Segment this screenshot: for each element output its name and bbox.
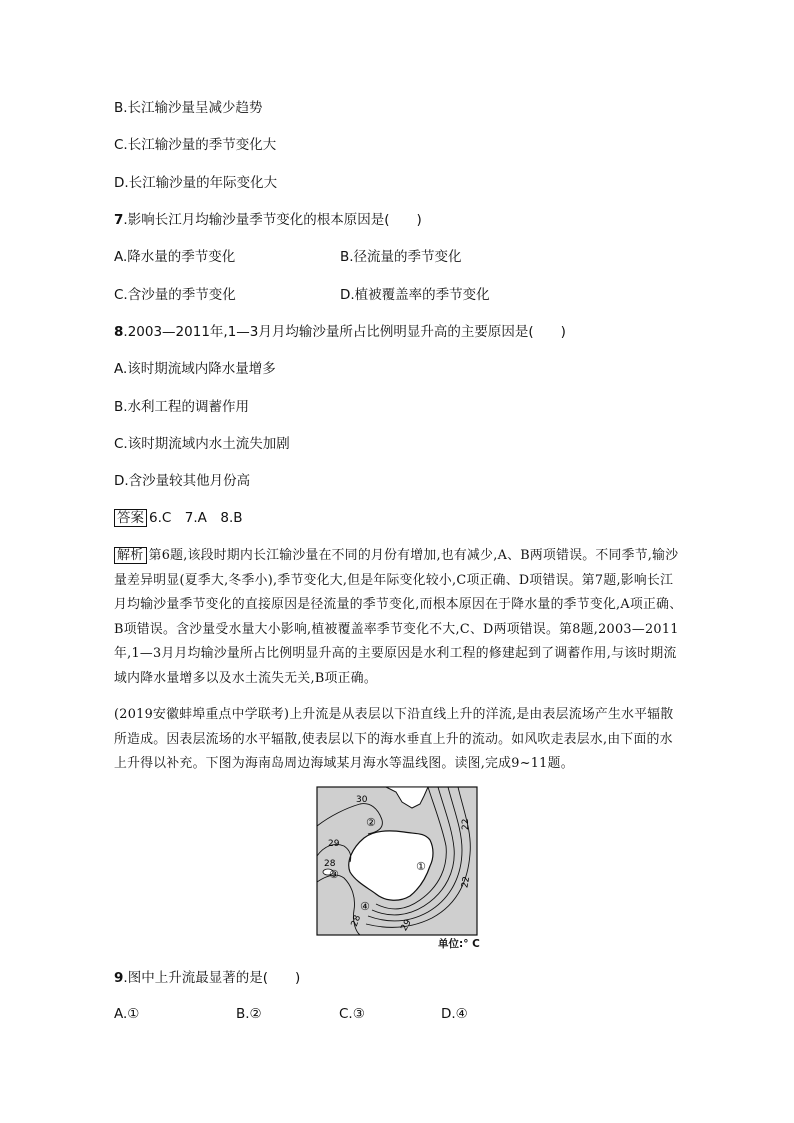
q8-option-d: D.含沙量较其他月份高: [114, 473, 251, 489]
q8-text: .2003—2011年,1—3月月均输沙量所占比例明显升高的主要原因是( ): [123, 324, 566, 340]
answer-line: [114, 508, 243, 528]
intro-text: (2019安徽蚌埠重点中学联考)上升流是从表层以下沿直线上升的洋流,是由表层流场产生水平辐散所造成。因表层流场的水平辐散,使表层以下的海水垂直上升的流动。如风吹走表层水,由下面的水上升得以补充。下图为海南岛周边海域某月海水等温线图。读图,完成9~11题。: [114, 707, 674, 771]
q8-option-a: A.该时期流域内降水量增多: [114, 361, 276, 377]
isotherm-label: 30: [356, 795, 368, 805]
marker-4: ④: [360, 900, 370, 913]
q7-option-d: D.植被覆盖率的季节变化: [340, 287, 490, 303]
q7-option-c: C.含沙量的季节变化: [114, 287, 236, 303]
q7-text: .影响长江月均输沙量季节变化的根本原因是( ): [123, 212, 422, 228]
q8-option-b: B.水利工程的调蓄作用: [114, 399, 250, 415]
q7-option-b: B.径流量的季节变化: [340, 249, 462, 265]
q9-option-a: A.①: [114, 1006, 140, 1022]
q9-text: .图中上升流最显著的是( ): [123, 970, 301, 986]
analysis-text: 第6题,该段时期内长江输沙量在不同的月份有增加,也有减少,A、B两项错误。不同季节,输沙量差异明显(夏季大,冬季小),季节变化大,但是年际变化较小,C项正确、D项错误。第7题,影响长江月均输沙量季节变化的直接原因是径流量的季节变化,而根本原因在于降水量的季节变化,A项正确、B项错误。含沙量受水量大小影响,植被覆盖率季节变化不大,C、D两项错误。第8题,2003—2011年,1—3月月均输沙量所占比例明显升高的主要原因是水利工程的修建起到了调蓄作用,与该时期流域内降水量增多以及水土流失无关,B项正确。: [114, 548, 683, 686]
q8-stem: [114, 322, 566, 342]
marker-3: ③: [329, 868, 339, 881]
q7-stem: [114, 210, 422, 230]
q9-option-b: B.②: [236, 1006, 262, 1022]
isotherm-label: 28: [349, 913, 364, 929]
q7-option-a: A.降水量的季节变化: [114, 249, 236, 265]
q9-option-d: D.④: [441, 1006, 468, 1022]
isotherm-label: 28: [324, 859, 336, 869]
intro-paragraph: [114, 703, 684, 777]
analysis-tag: 解析: [114, 547, 147, 564]
q8-option-c: C.该时期流域内水土流失加剧: [114, 436, 290, 452]
isotherm-label: 29: [328, 839, 340, 849]
isotherm-label: 22: [461, 818, 471, 830]
q8-number: 8: [114, 324, 124, 340]
analysis-block: [114, 544, 684, 691]
marker-2: ②: [366, 816, 376, 829]
isotherm-map: [316, 786, 478, 952]
q6-option-b: B.长江输沙量呈减少趋势: [114, 100, 263, 116]
q9-number: 9: [114, 970, 124, 986]
answer-text: 6.C 7.A 8.B: [149, 510, 243, 526]
q7-number: 7: [114, 212, 124, 228]
marker-1: ①: [416, 860, 426, 873]
answer-tag: 答案: [114, 509, 147, 527]
isotherm-label: 22: [460, 875, 473, 889]
map-unit: 单位:° C: [438, 938, 480, 950]
isotherm-label: 29: [399, 918, 414, 933]
q6-option-c: C.长江输沙量的季节变化大: [114, 137, 277, 153]
q9-option-c: C.③: [339, 1006, 365, 1022]
isotherm-map-svg: [316, 786, 478, 936]
q9-stem: [114, 968, 300, 988]
q6-option-d: D.长江输沙量的年际变化大: [114, 175, 278, 191]
